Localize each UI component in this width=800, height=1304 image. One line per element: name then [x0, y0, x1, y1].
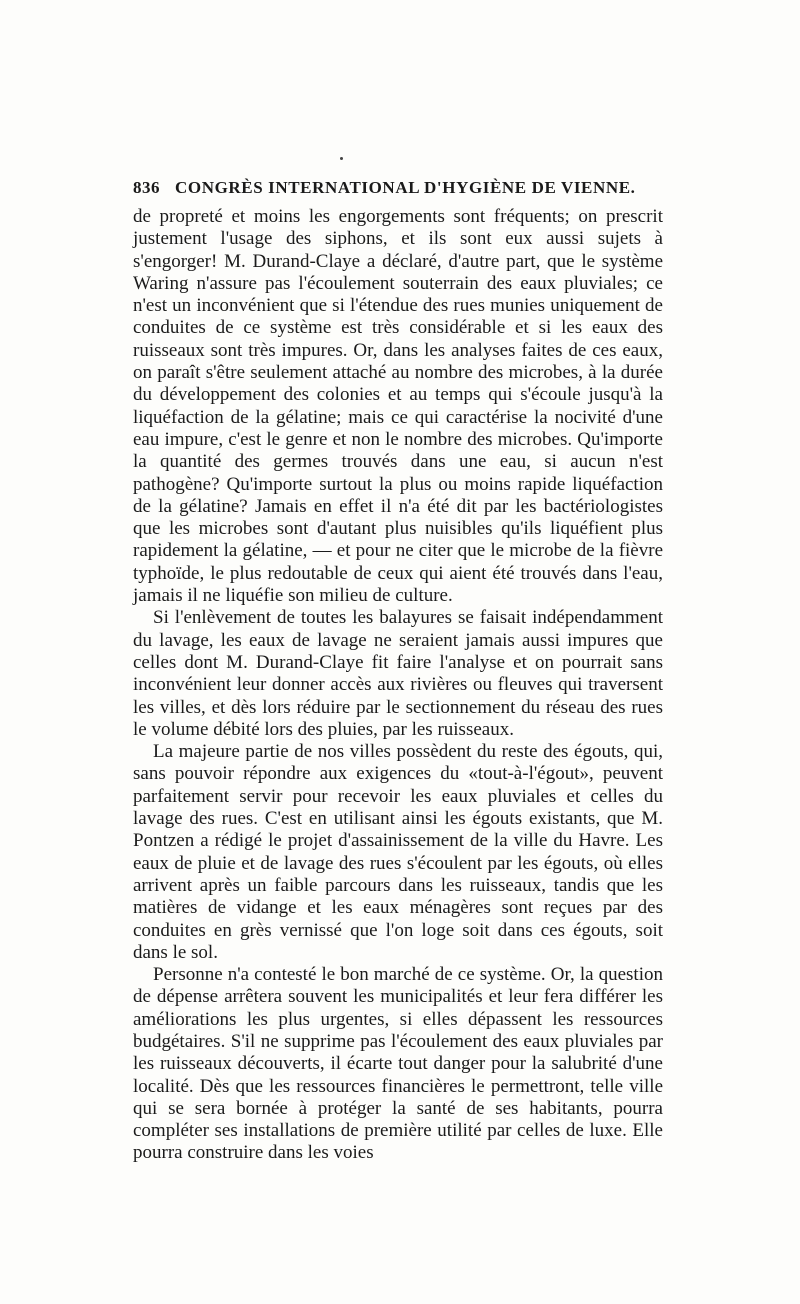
- page-header: [133, 178, 663, 204]
- ink-speck: [340, 157, 343, 160]
- body-text: [133, 206, 663, 1165]
- paragraph-3: La majeure partie de nos villes possèdent du reste des égouts, qui, sans pouvoir répondre aux exigences du «tout-à-l'égout», peuvent parfaitement servir pour recevoir les eaux pluviales et celles du lavage des rues. C'est en utilisant ainsi les égouts existants, que M. Pontzen a rédigé le projet d'assainissement de la ville du Havre. Les eaux de pluie et de lavage des rues s'écoulent par les égouts, où elles arrivent après un faible parcours dans les ruisseaux, tandis que les matières de vidange et les eaux ménagères sont reçues par des conduites en grès vernissé que l'on loge soit dans ces égouts, soit dans le sol.: [133, 741, 663, 963]
- paragraph-1: de propreté et moins les engorgements sont fréquents; on prescrit justement l'usage des siphons, et ils sont eux aussi sujets à s'engorger! M. Durand-Claye a déclaré, d'autre part, que le système Waring n'assure pas l'écoulement souterrain des eaux pluviales; ce n'est un inconvénient que si l'étendue des rues munies uniquement de conduites de ce système est très considérable et si les eaux des ruisseaux sont très impures. Or, dans les analyses faites de ces eaux, on paraît s'être seulement attaché au nombre des microbes, à la durée du développement des colonies et au temps qui s'écoule jusqu'à la liquéfaction de la gélatine; mais ce qui caractérise la nocivité d'une eau impure, c'est le genre et non le nombre des microbes. Qu'importe la quantité des germes trouvés dans une eau, si aucun n'est pathogène? Qu'importe surtout la plus ou moins rapide liquéfaction de la gélatine? Jamais en effet il n'a été dit par les bactériologistes que les microbes sont d'autant plus nuisibles qu'ils liquéfient plus rapidement la gélatine, — et pour ne citer que le microbe de la fièvre typhoïde, le plus redoutable de ceux qui aient été trouvés dans l'eau, jamais il ne liquéfie son milieu de culture.: [133, 206, 663, 607]
- paragraph-4: Personne n'a contesté le bon marché de ce système. Or, la question de dépense arrêtera souvent les municipalités et leur fera différer les améliorations les plus urgentes, si elles dépassent les ressources budgétaires. S'il ne supprime pas l'écoulement des eaux pluviales par les ruisseaux découverts, il écarte tout danger pour la salubrité d'une localité. Dès que les ressources financières le permettront, telle ville qui se sera bornée à protéger la santé de ses habitants, pourra compléter ses installations de première utilité par celles de luxe. Elle pourra construire dans les voies: [133, 964, 663, 1164]
- running-head: CONGRÈS INTERNATIONAL D'HYGIÈNE DE VIENNE.: [175, 178, 636, 197]
- page-number: 836: [133, 178, 160, 197]
- paragraph-2: Si l'enlèvement de toutes les balayures se faisait indépendamment du lavage, les eaux de lavage ne seraient jamais aussi impures que celles dont M. Durand-Claye fit faire l'analyse et on pourrait sans inconvénient leur donner accès aux rivières ou fleuves qui traversent les villes, et dès lors réduire par le sectionnement du réseau des rues le volume débité lors des pluies, par les ruisseaux.: [133, 607, 663, 740]
